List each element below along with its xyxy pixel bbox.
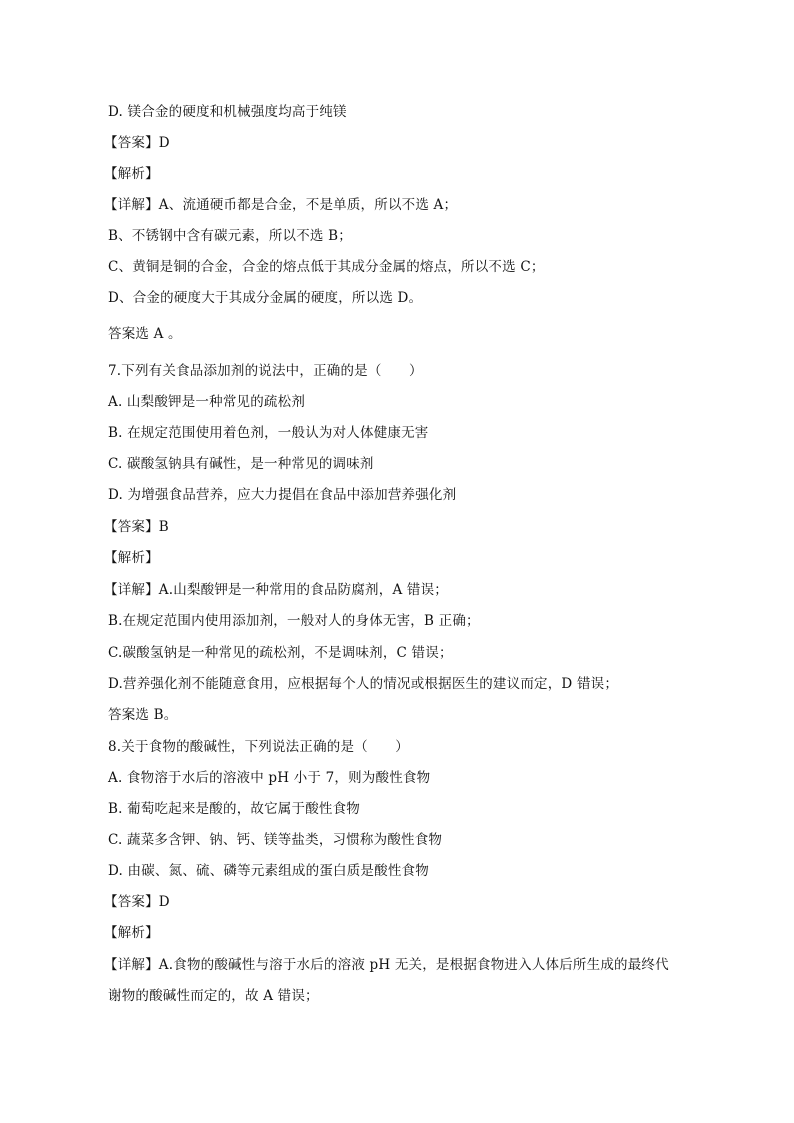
analysis-label: 【解析】 xyxy=(104,550,159,566)
text-line: 谢物的酸碱性而定的，故 A 错误； xyxy=(108,988,319,1004)
question-7: 7.下列有关食品添加剂的说法中，正确的是（ ） xyxy=(108,363,423,379)
option-c: C. 碳酸氢钠具有碱性，是一种常见的调味剂 xyxy=(108,456,374,472)
option-d: D. 为增强食品营养，应大力提倡在食品中添加营养强化剂 xyxy=(108,487,457,503)
option-a: A. 食物溶于水后的溶液中 pH 小于 7，则为酸性食物 xyxy=(108,770,431,786)
analysis-label: 【解析】 xyxy=(104,166,159,182)
option-b: B. 在规定范围使用着色剂，一般认为对人体健康无害 xyxy=(108,425,429,441)
option-a: A. 山梨酸钾是一种常见的疏松剂 xyxy=(108,394,306,410)
answer-label: 【答案】D xyxy=(104,894,170,910)
analysis-label: 【解析】 xyxy=(104,925,159,941)
answer-label: 【答案】D xyxy=(104,135,170,151)
answer-choice-line: 答案选 A 。 xyxy=(108,326,182,342)
answer-label: 【答案】B xyxy=(104,519,169,535)
option-d: D. 由碳、氮、硫、磷等元素组成的蛋白质是酸性食物 xyxy=(108,863,429,879)
option-b: B. 葡萄吃起来是酸的，故它属于酸性食物 xyxy=(108,801,361,817)
detail-line: 【详解】A.山梨酸钾是一种常用的食品防腐剂，A 错误； xyxy=(104,582,448,598)
question-8: 8.关于食物的酸碱性，下列说法正确的是（ ） xyxy=(108,739,409,755)
text-line: C.碳酸氢钠是一种常见的疏松剂，不是调味剂，C 错误； xyxy=(108,645,453,661)
text-line: B、不锈钢中含有碳元素，所以不选 B； xyxy=(108,228,352,244)
text-line: C、黄铜是铜的合金，合金的熔点低于其成分金属的熔点，所以不选 C； xyxy=(108,259,545,275)
detail-line: 【详解】A.食物的酸碱性与溶于水后的溶液 pH 无关，是根据食物进入人体后所生成的最终代 xyxy=(104,957,669,973)
detail-line: 【详解】A、流通硬币都是合金，不是单质，所以不选 A； xyxy=(104,197,458,213)
option-c: C. 蔬菜多含钾、钠、钙、镁等盐类，习惯称为酸性食物 xyxy=(108,832,443,848)
text-line: D. 镁合金的硬度和机械强度均高于纯镁 xyxy=(108,104,347,120)
text-line: D.营养强化剂不能随意食用，应根据每个人的情况或根据医生的建议而定，D 错误； xyxy=(108,676,619,692)
answer-choice-line: 答案选 B。 xyxy=(108,707,178,723)
text-line: D、合金的硬度大于其成分金属的硬度，所以选 D。 xyxy=(108,290,423,306)
text-line: B.在规定范围内使用添加剂，一般对人的身体无害，B 正确； xyxy=(108,613,480,629)
